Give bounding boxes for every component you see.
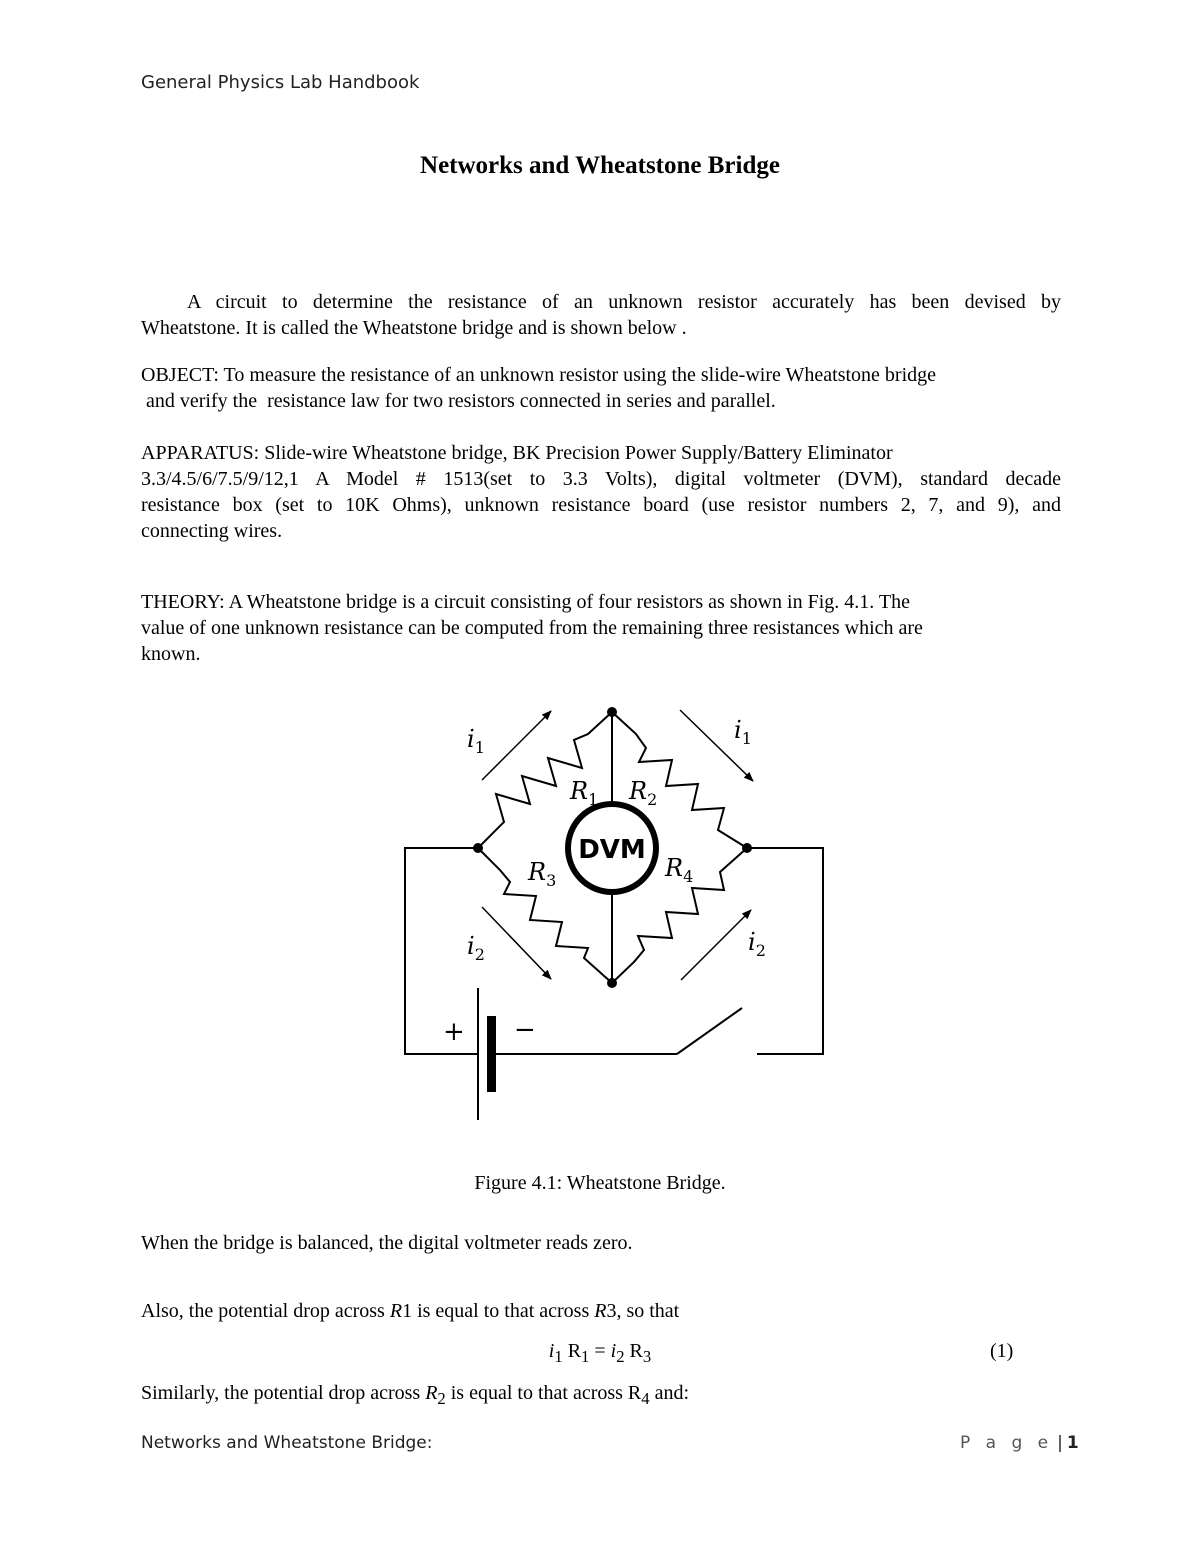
theory-line-1: THEORY: A Wheatstone bridge is a circuit consisting of four resistors as shown in Fig. 4.1. The: [141, 591, 911, 613]
equation-1-number: (1): [990, 1340, 1014, 1362]
theory-line-2: value of one unknown resistance can be computed from the remaining three resistances which are: [141, 617, 923, 639]
switch-blade: [677, 1008, 742, 1054]
apparatus-line-3: resistance box (set to 10K Ohms), unknown resistance board (use resistor numbers 2, 7, and 9), and: [141, 494, 1061, 516]
object-line-1: OBJECT: To measure the resistance of an unknown resistor using the slide-wire Wheatstone bridge: [141, 364, 937, 386]
current-arrow-bottom-left: [482, 907, 551, 979]
label-current-bottom-left: $i_2$: [467, 932, 485, 964]
theory-line-3: known.: [141, 643, 201, 665]
battery-plate-short: [487, 1016, 496, 1092]
label-r4: $R_4$: [665, 854, 694, 886]
label-r3: $R_3$: [528, 858, 557, 890]
battery-minus-label: −: [514, 1015, 536, 1045]
label-current-top-right: $i_1$: [734, 716, 752, 748]
current-arrow-bottom-right: [681, 910, 751, 980]
object-line-2: and verify the resistance law for two resistors connected in series and parallel.: [141, 390, 776, 412]
intro-line-2: Wheatstone. It is called the Wheatstone bridge and is shown below .: [141, 317, 687, 339]
label-current-bottom-right: $i_2$: [748, 928, 766, 960]
dvm-label: DVM: [578, 835, 646, 865]
node-bottom: [607, 978, 617, 988]
similarly-paragraph: Similarly, the potential drop across $R_2$ is equal to that across $R_4$ and:: [141, 1382, 690, 1408]
apparatus-line-1: APPARATUS: Slide-wire Wheatstone bridge, BK Precision Power Supply/Battery Eliminator: [141, 442, 893, 464]
also-paragraph: Also, the potential drop across R1 is equal to that across R3, so that: [141, 1300, 680, 1322]
label-r2: $R_2$: [629, 777, 658, 809]
figure-caption: Figure 4.1: Wheatstone Bridge.: [474, 1172, 726, 1194]
apparatus-line-4: connecting wires.: [141, 520, 283, 542]
apparatus-line-2: 3.3/4.5/6/7.5/9/12,1 A Model # 1513(set to 3.3 Volts), digital voltmeter (DVM), standard decade: [141, 468, 1061, 490]
current-arrow-top-left: [482, 711, 551, 780]
equation-1: $i_1$ $R_1 = i_2$ $R_3$: [548, 1340, 652, 1366]
footer-page-indicator: [960, 1433, 1079, 1453]
node-left: [473, 843, 483, 853]
balanced-paragraph: When the bridge is balanced, the digital voltmeter reads zero.: [141, 1232, 633, 1254]
footer-separator: |: [1057, 1433, 1063, 1453]
node-top: [607, 707, 617, 717]
footer-page-number: 1: [1066, 1433, 1079, 1453]
intro-line-1: A circuit to determine the resistance of an unknown resistor accurately has been devised by: [187, 291, 1061, 313]
label-r1: $R_1$: [570, 777, 599, 809]
battery-plus-label: +: [443, 1017, 465, 1047]
running-header: General Physics Lab Handbook: [141, 72, 420, 93]
footer-page-word: P a g e: [960, 1433, 1054, 1453]
label-current-top-left: $i_1$: [467, 725, 485, 757]
footer-title: Networks and Wheatstone Bridge:: [141, 1433, 433, 1453]
node-right: [742, 843, 752, 853]
page-title: Networks and Wheatstone Bridge: [420, 152, 780, 179]
